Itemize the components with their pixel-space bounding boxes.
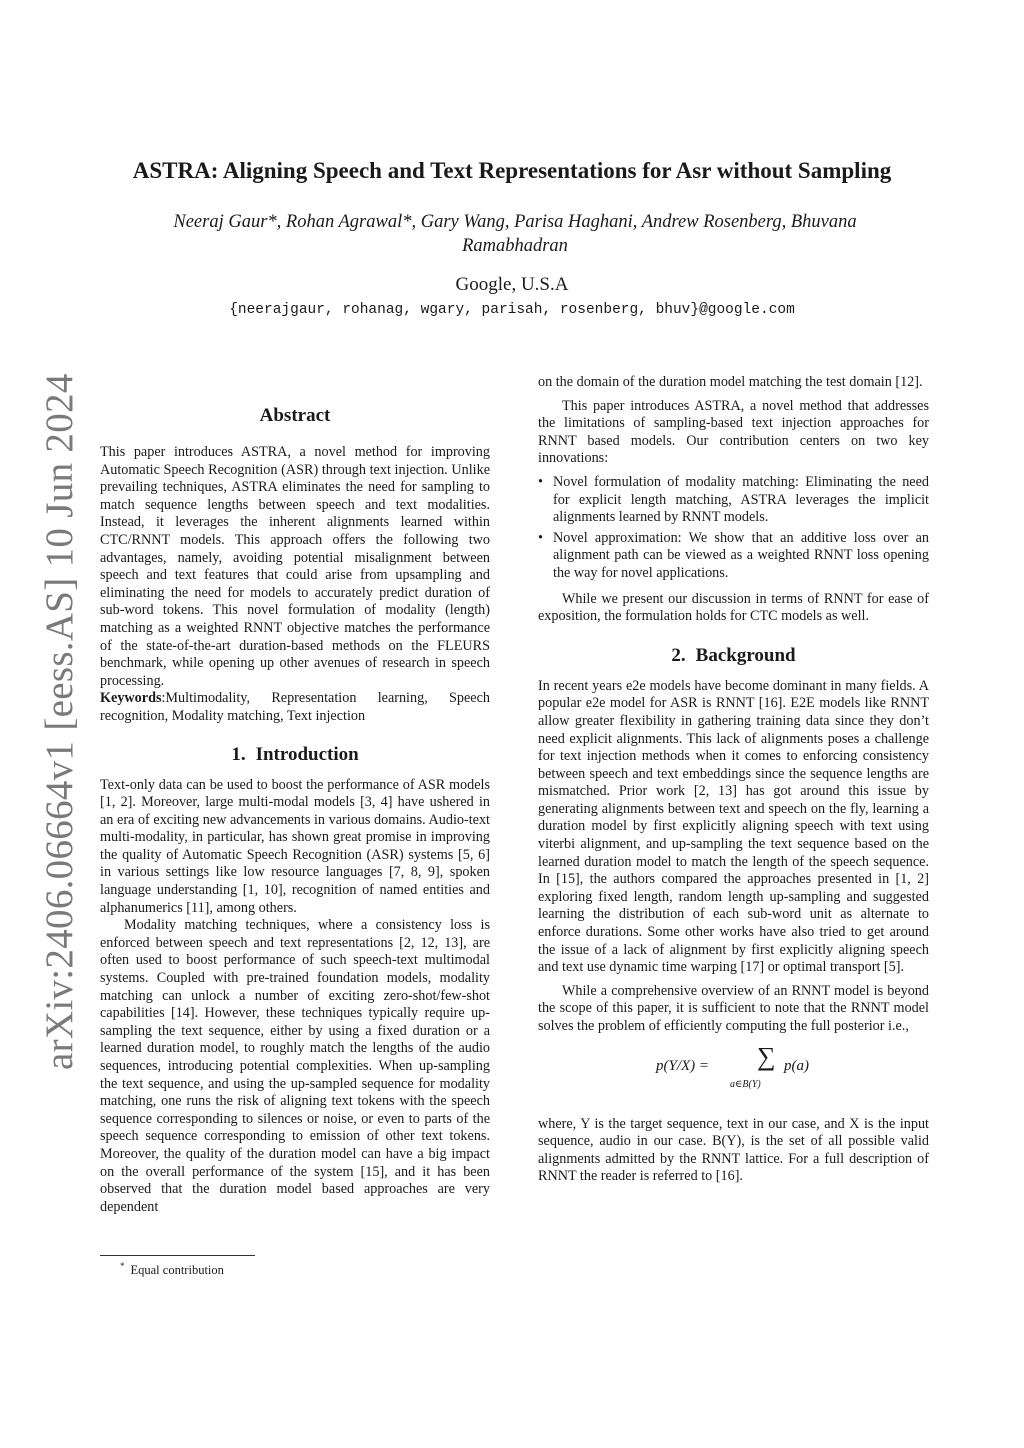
section-title: Background	[695, 644, 796, 666]
section-heading-background	[538, 644, 929, 668]
abstract-text: This paper introduces ASTRA, a novel method for improving Automatic Speech Recognition (ASR) through text injection. Unlike prevailing techniques, ASTRA eliminates the need for sampling to match sequence lengths between speech and text modalities. Instead, it leverages the inherent alignments learned within CTC/RNNT models. This approach offers the following two advantages, namely, avoiding potential misalignment between speech and text features that could arise from upsampling and eliminating the need for models to accurately predict duration of sub-word tokens. This novel formulation of modality (length) matching as a weighted RNNT objective matches the performance of the state-of-the-art duration-based methods on the FLEURS benchmark, while opening up other avenues of research in speech processing.	[100, 444, 490, 689]
footnote-text: Equal contribution	[130, 1263, 224, 1278]
left-column	[100, 404, 490, 1216]
intro-paragraph-1: Text-only data can be used to boost the performance of ASR models [1, 2]. Moreover, large multi-modal models [3, 4] have ushered in an era of exciting new advancements in various domains. Audio-text multi-modality, in particular, has shown great promise in improving the quality of Automatic Speech Recognition (ASR) systems [5, 6] in various settings like low resource languages [7, 8, 9], spoken language understanding [1, 10], recognition of named entities and alphanumerics [11], among others.	[100, 776, 490, 916]
exposition-paragraph: While we present our discussion in terms of RNNT for ease of exposition, the formulation holds for CTC models as well.	[538, 590, 929, 625]
keywords-text: :Multimodality, Representation learning, Speech recognition, Modality matching, Text injection	[100, 690, 490, 724]
list-item: • Novel formulation of modality matching: Eliminating the need for explicit length matching, ASTRA leverages the implicit alignments learned by RNNT models.	[538, 474, 929, 527]
summation-subscript: a∈B(Y)	[730, 1078, 761, 1090]
section-number: 2.	[671, 644, 686, 666]
list-item: • Novel approximation: We show that an additive loss over an alignment path can be viewed as a weighted RNNT loss opening the way for novel applications.	[538, 530, 929, 583]
keywords-label: Keywords	[100, 690, 162, 707]
author-emails: {neerajgaur, rohanag, wgary, parisah, rosenberg, bhuv}@google.com	[229, 302, 795, 318]
arxiv-stamp: arXiv:2406.06664v1 [eess.AS] 10 Jun 2024	[38, 373, 81, 1070]
background-paragraph-1: In recent years e2e models have become dominant in many fields. A popular e2e model for ASR is RNNT [16]. E2E models like RNNT allow greater flexibility in gathering training data since they don’t need explicit alignments. This lack of alignments poses a challenge for text injection methods when it comes to enforcing consistency between speech and text embeddings since the sequence lengths are mismatched. Prior work [2, 13] has got around this issue by generating alignments between text and speech on the fly, learning a duration model by first explicitly aligning speech with text using viterbi alignment, and up-sampling the text sequence based on the learned duration model to match the length of the speech sequence. In [15], the authors compared the approaches presented in [1, 2] exploring fixed length, random length up-sampling and suggested learning the distribution of each sub-word unit as alternate to enforce durations. Some other works have also tried to get around the issue of a lack of alignment by first explicitly aligning speech and text use dynamic time warping [17] or optimal transport [5].	[538, 677, 929, 976]
footnote-mark: *	[120, 1261, 125, 1271]
right-column	[538, 374, 929, 1186]
intro-continued-paragraph: on the domain of the duration model matching the test domain [12].	[538, 374, 923, 390]
keywords	[100, 690, 490, 725]
author-list: Neeraj Gaur*, Rohan Agrawal*, Gary Wang, Parisa Haghani, Andrew Rosenberg, Bhuvana Ramabhadran	[173, 212, 857, 256]
intro-paragraph-2: Modality matching techniques, where a consistency loss is enforced between speech and text representations [2, 12, 13], are often used to boost performance of such speech-text multimodal systems. Coupled with pre-trained foundation models, modality matching can unlock a number of exciting zero-shot/few-shot capabilities [14]. However, these techniques typically require up-sampling the text sequence, either by using a fixed duration or a learned duration model, to roughly match the lengths of the audio sequences, introducing potential complexities. When up-sampling the text sequence, and using the up-sampled sequence for modality matching, one runs the risk of aligning text tokens with the speech sequence corresponding to silences or noise, or even to parts of the speech sequence corresponding to emission of other text tokens. Moreover, the quality of the duration model can have a big impact on the overall performance of the system [15], and it has been observed that the duration model based approaches are very dependent	[100, 917, 490, 1215]
paper-title: ASTRA: Aligning Speech and Text Representations for Asr without Sampling	[132, 158, 892, 183]
posterior-equation	[538, 1041, 929, 1096]
footnote-divider	[100, 1255, 255, 1256]
abstract-heading: Abstract	[259, 405, 331, 426]
footnote	[120, 1261, 224, 1278]
section-heading-introduction	[100, 743, 490, 767]
equation-lhs: p(Y/X) =	[656, 1057, 710, 1074]
contribution-list	[538, 474, 929, 583]
equation-rhs: p(a)	[784, 1057, 809, 1074]
summation-symbol: ∑	[757, 1041, 776, 1071]
background-paragraph-2: While a comprehensive overview of an RNNT model is beyond the scope of this paper, it is sufficient to note that the RNNT model solves the problem of efficiently computing the full posterior i.e.,	[538, 982, 929, 1034]
contribution-paragraph: This paper introduces ASTRA, a novel method that addresses the limitations of sampling-based text injection approaches for RNNT based models. Our contribution centers on two key innovations:	[538, 397, 929, 467]
section-number: 1.	[231, 743, 246, 765]
background-paragraph-3: where, Y is the target sequence, text in our case, and X is the input sequence, audio in our case. B(Y), is the set of all possible valid alignments admitted by the RNNT lattice. For a full description of RNNT the reader is referred to [16].	[538, 1115, 929, 1185]
section-title: Introduction	[255, 743, 359, 765]
affiliation: Google, U.S.A	[455, 274, 569, 295]
